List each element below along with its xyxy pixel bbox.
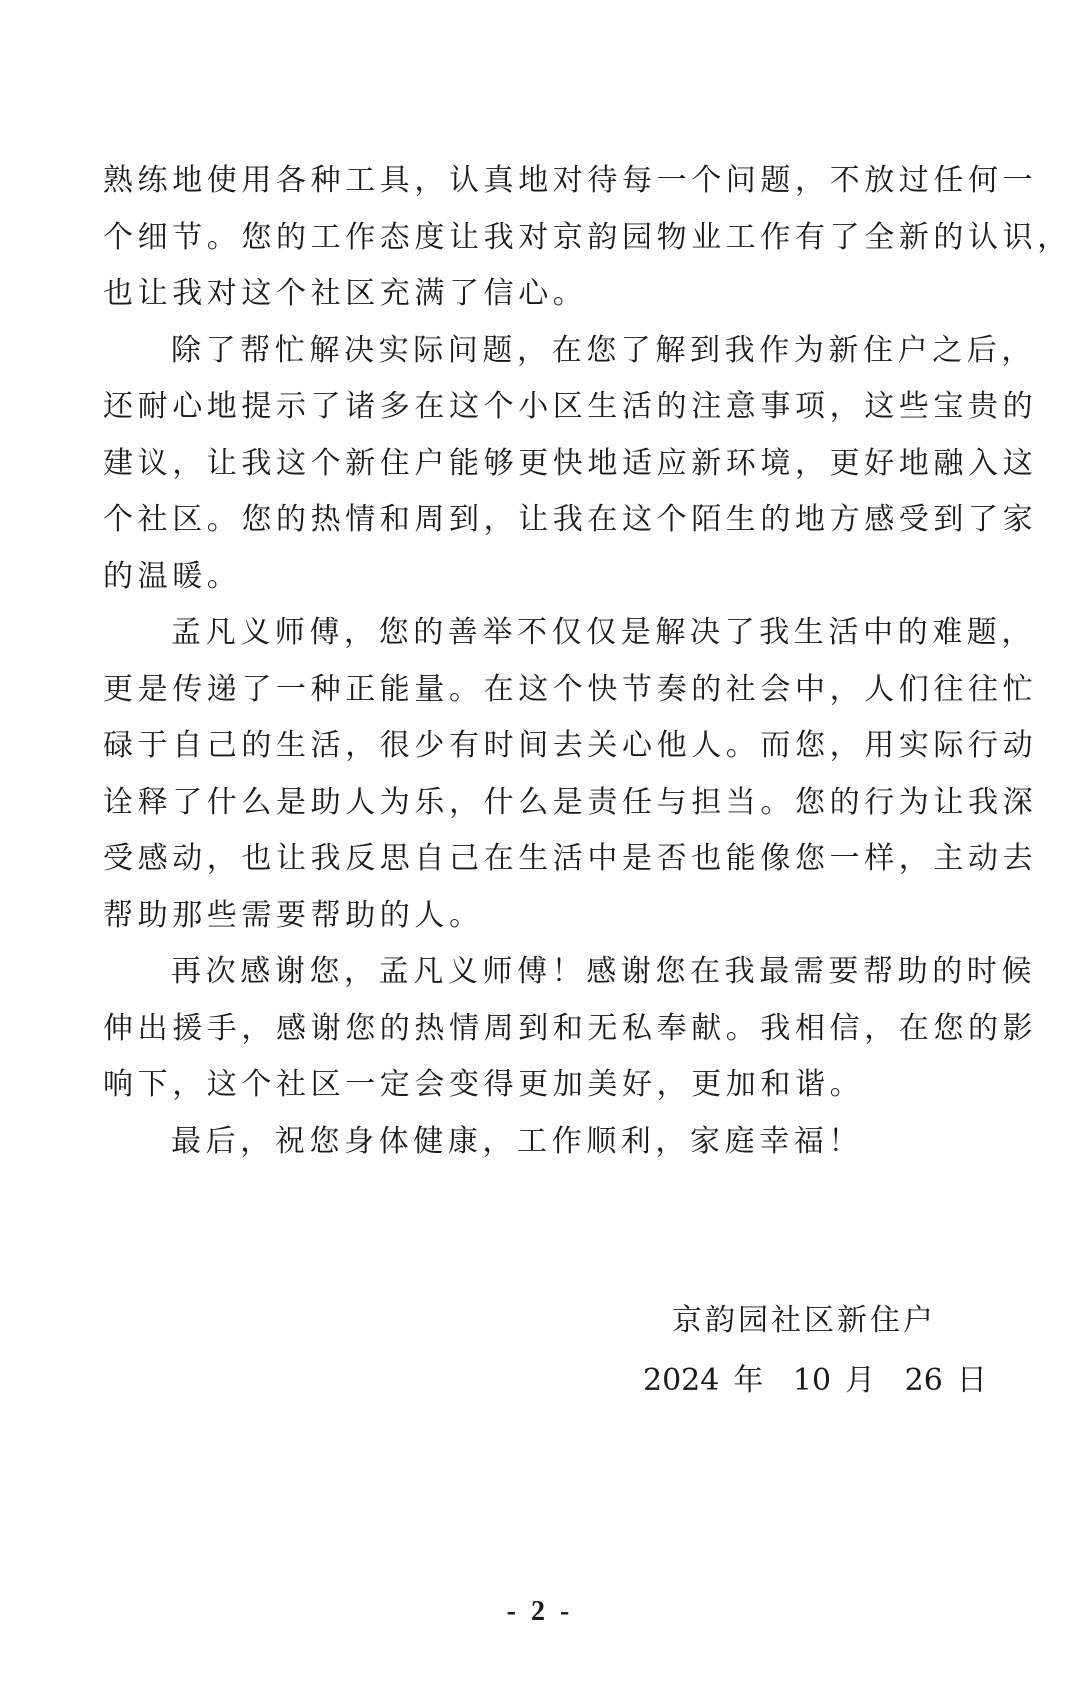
body-line: 伸出援手，感谢您的热情周到和无私奉献。我相信，在您的影	[103, 1010, 1038, 1046]
body-line: 熟练地使用各种工具，认真地对待每一个问题，不放过任何一	[103, 163, 1038, 198]
body-line: 帮助那些需要帮助的人。	[103, 897, 484, 933]
date-day: 26	[904, 1363, 943, 1398]
date-day-unit: 日	[956, 1363, 987, 1398]
body-line: 除了帮忙解决实际问题，在您了解到我作为新住户之后，	[171, 332, 1036, 368]
body-line: 还耐心地提示了诸多在这个小区生活的注意事项，这些宝贵的	[103, 389, 1038, 424]
date-year: 2024	[643, 1363, 720, 1398]
signer-name: 京韵园社区新住户	[672, 1303, 936, 1338]
page-number: - 2 -	[506, 1596, 574, 1627]
body-line: 个细节。您的工作态度让我对京韵园物业工作有了全新的认识，	[103, 219, 1072, 255]
signature-date	[643, 1355, 1001, 1399]
body-line: 也让我对这个社区充满了信心。	[103, 276, 588, 311]
date-year-unit: 年	[733, 1363, 764, 1398]
body-line: 诠释了什么是助人为乐，什么是责任与担当。您的行为让我深	[103, 784, 1038, 820]
body-line: 的温暖。	[103, 558, 242, 594]
body-line: 建议，让我这个新住户能够更快地适应新环境，更好地融入这	[103, 445, 1038, 481]
date-month: 10	[792, 1363, 832, 1398]
date-month-unit: 月	[845, 1363, 876, 1398]
body-line: 孟凡义师傅，您的善举不仅仅是解决了我生活中的难题，	[171, 615, 1036, 650]
body-line: 最后，祝您身体健康，工作顺利，家庭幸福！	[171, 1123, 863, 1159]
body-line: 更是传递了一种正能量。在这个快节奏的社会中，人们往往忙	[103, 671, 1038, 707]
body-line: 再次感谢您，孟凡义师傅！感谢您在我最需要帮助的时候	[171, 954, 1036, 989]
letter-body	[103, 153, 1072, 1170]
body-line: 个社区。您的热情和周到，让我在这个陌生的地方感受到了家	[103, 502, 1038, 537]
body-line: 碌于自己的生活，很少有时间去关心他人。而您，用实际行动	[103, 728, 1038, 763]
body-line: 受感动，也让我反思自己在生活中是否也能像您一样，主动去	[103, 841, 1038, 876]
body-line: 响下，这个社区一定会变得更加美好，更加和谐。	[103, 1067, 865, 1102]
